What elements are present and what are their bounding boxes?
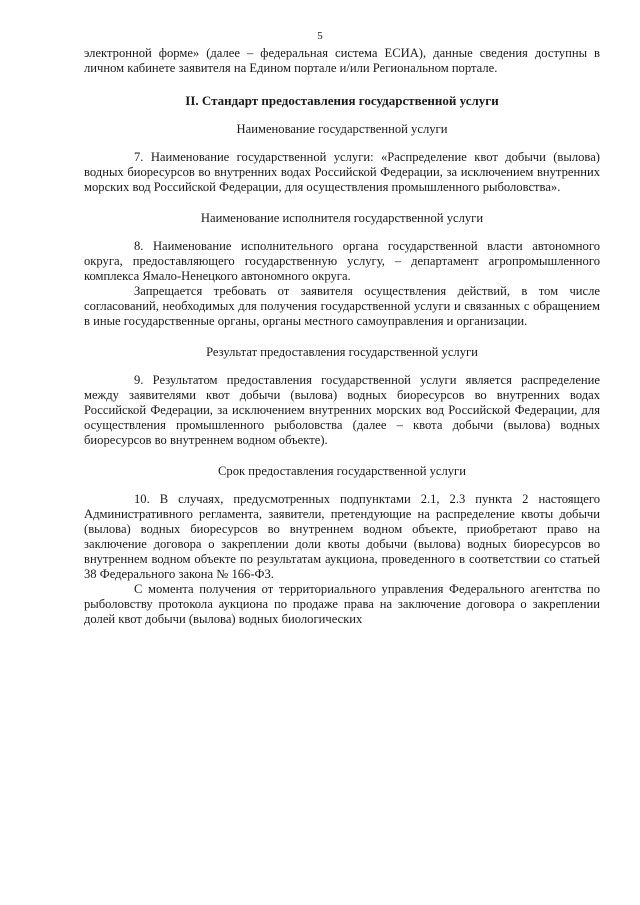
- paragraph-10-continued: С момента получения от территориального управления Федерального агентства по рыболовству протокола аукциона по продаже права на заключение договора о закреплении долей квот добычи (вылова) водных биологических: [84, 582, 600, 626]
- paragraph-8: 8. Наименование исполнительного органа государственной власти автономного округа, предоставляющего государственную услугу, – департамент агропромышленного комплекса Ямало-Ненецкого автономного округа.: [84, 239, 600, 283]
- section-title: II. Стандарт предоставления государственной услуги: [185, 93, 499, 108]
- paragraph-7: 7. Наименование государственной услуги: «Распределение квот добычи (вылова) водных биоресурсов во внутренних водах Российской Федерации, за исключением внутренних морских вод Российской Федерации, для осуществления промышленного рыболовства».: [84, 150, 600, 194]
- heading-service-term: Срок предоставления государственной услуги: [218, 464, 466, 478]
- heading-service-executor: Наименование исполнителя государственной услуги: [200, 211, 484, 225]
- paragraph-intro-continuation: электронной форме» (далее – федеральная система ЕСИА), данные сведения доступны в личном кабинете заявителя на Едином портале и/или Региональном портале.: [84, 46, 600, 75]
- paragraph-9: 9. Результатом предоставления государственной услуги является распределение между заявителями квот добычи (вылова) водных биоресурсов во внутренних водах Российской Федерации, за исключением внутренних морских вод Российской Федерации, для осуществления промышленного рыболовства (далее – квота добычи (вылова) водных биоресурсов во внутреннем водном объекте).: [84, 373, 600, 447]
- paragraph-10: 10. В случаях, предусмотренных подпунктами 2.1, 2.3 пункта 2 настоящего Административного регламента, заявители, претендующие на распределение квоты добычи (вылова) водных биоресурсов во внутреннем водном объекте, приобретают право на заключение договора о закреплении доли квоты добычи (вылова) водных биоресурсов во внутреннем водном объекте по результатам аукциона, проведенного в соответствии со статьей 38 Федерального закона № 166-ФЗ.: [84, 492, 600, 581]
- paragraph-8-continued: Запрещается требовать от заявителя осуществления действий, в том числе согласований, необходимых для получения государственной услуги и связанных с обращением в иные государственные органы, органы местного самоуправления и организации.: [84, 284, 600, 328]
- document-body: [84, 46, 600, 627]
- heading-service-name: Наименование государственной услуги: [236, 122, 448, 136]
- heading-service-result: Результат предоставления государственной услуги: [206, 345, 478, 359]
- page-number: 5: [317, 30, 323, 42]
